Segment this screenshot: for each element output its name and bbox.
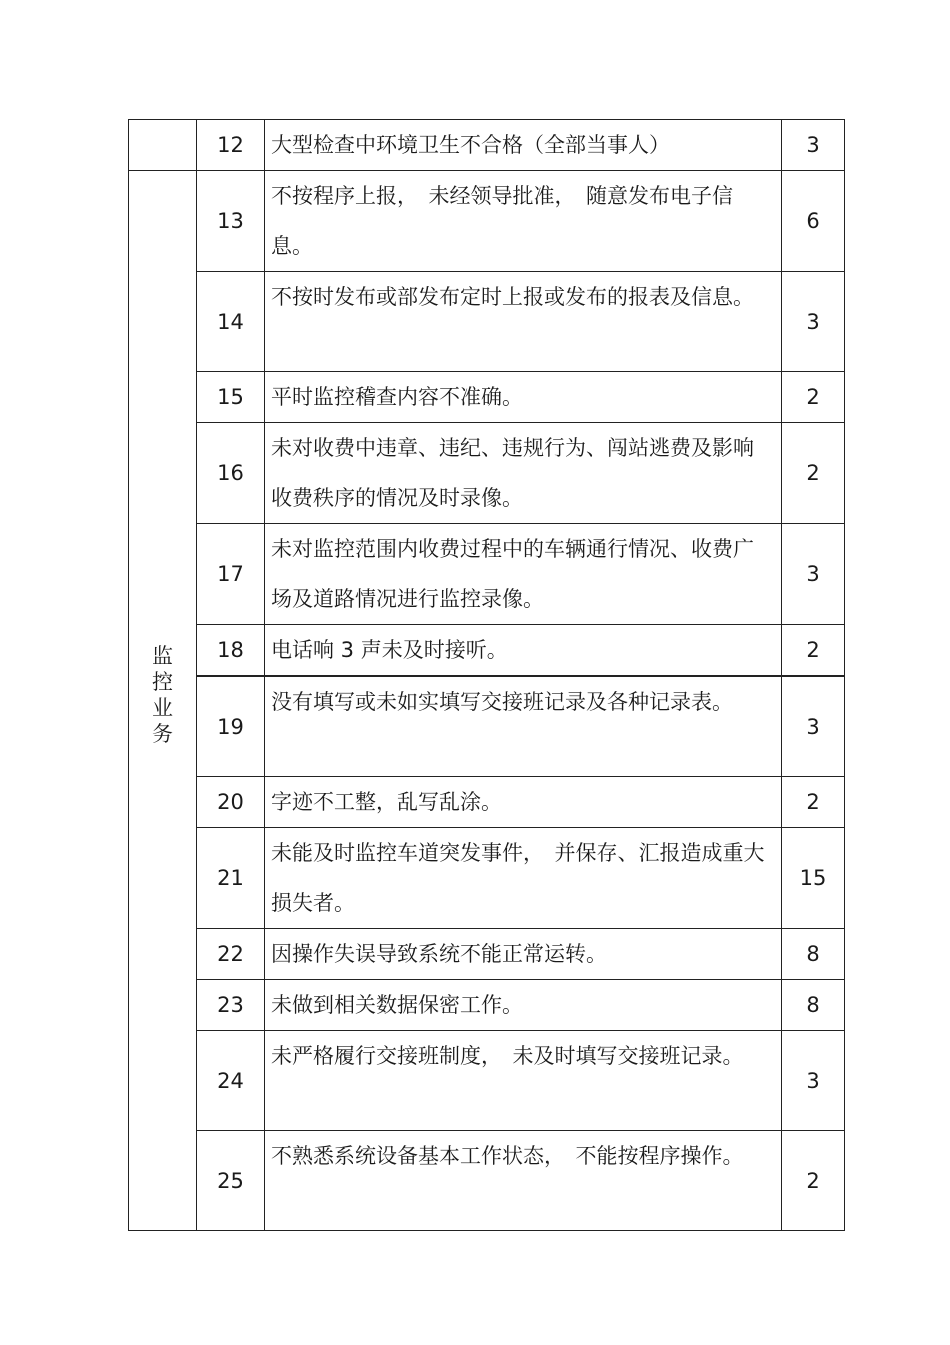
item-description: 大型检查中环境卫生不合格（全部当事人）	[265, 120, 782, 171]
item-description: 未对监控范围内收费过程中的车辆通行情况、收费广场及道路情况进行监控录像。	[265, 524, 782, 625]
item-number: 21	[197, 828, 265, 929]
item-description: 没有填写或未如实填写交接班记录及各种记录表。	[265, 676, 782, 777]
table-row	[129, 828, 845, 929]
table-row	[129, 625, 845, 677]
item-points: 15	[782, 828, 845, 929]
item-number: 17	[197, 524, 265, 625]
table-row	[129, 929, 845, 980]
item-number: 12	[197, 120, 265, 171]
item-points: 3	[782, 676, 845, 777]
item-description: 不按程序上报， 未经领导批准， 随意发布电子信息。	[265, 171, 782, 272]
item-points: 2	[782, 1131, 845, 1231]
table-row	[129, 1031, 845, 1131]
item-points: 2	[782, 777, 845, 828]
item-number: 19	[197, 676, 265, 777]
item-number: 15	[197, 372, 265, 423]
item-number: 18	[197, 625, 265, 677]
item-description: 不按时发布或部发布定时上报或发布的报表及信息。	[265, 272, 782, 372]
table-row	[129, 171, 845, 272]
category-cell	[129, 171, 197, 1231]
item-number: 24	[197, 1031, 265, 1131]
item-number: 22	[197, 929, 265, 980]
item-description: 未能及时监控车道突发事件， 并保存、汇报造成重大损失者。	[265, 828, 782, 929]
item-points: 3	[782, 1031, 845, 1131]
item-points: 3	[782, 272, 845, 372]
item-number: 25	[197, 1131, 265, 1231]
item-number: 23	[197, 980, 265, 1031]
item-points: 2	[782, 625, 845, 677]
table-row	[129, 1131, 845, 1231]
item-points: 2	[782, 372, 845, 423]
item-number: 20	[197, 777, 265, 828]
table-row	[129, 676, 845, 777]
category-label: 监控业务	[152, 643, 173, 746]
item-points: 3	[782, 524, 845, 625]
penalty-table	[128, 119, 845, 1231]
item-points: 8	[782, 929, 845, 980]
item-description: 字迹不工整，乱写乱涂。	[265, 777, 782, 828]
item-number: 14	[197, 272, 265, 372]
table-row	[129, 372, 845, 423]
item-description: 不熟悉系统设备基本工作状态， 不能按程序操作。	[265, 1131, 782, 1231]
table-row	[129, 423, 845, 524]
item-number: 13	[197, 171, 265, 272]
table-row	[129, 272, 845, 372]
item-number: 16	[197, 423, 265, 524]
item-description: 平时监控稽查内容不准确。	[265, 372, 782, 423]
item-description: 未对收费中违章、违纪、违规行为、闯站逃费及影响收费秩序的情况及时录像。	[265, 423, 782, 524]
item-points: 6	[782, 171, 845, 272]
item-description: 因操作失误导致系统不能正常运转。	[265, 929, 782, 980]
item-points: 8	[782, 980, 845, 1031]
item-description: 未做到相关数据保密工作。	[265, 980, 782, 1031]
category-cell-empty	[129, 120, 197, 171]
item-description: 未严格履行交接班制度， 未及时填写交接班记录。	[265, 1031, 782, 1131]
item-description: 电话响 3 声未及时接听。	[265, 625, 782, 677]
table-row	[129, 980, 845, 1031]
item-points: 3	[782, 120, 845, 171]
item-points: 2	[782, 423, 845, 524]
table-row	[129, 524, 845, 625]
table-row	[129, 120, 845, 171]
table-row	[129, 777, 845, 828]
